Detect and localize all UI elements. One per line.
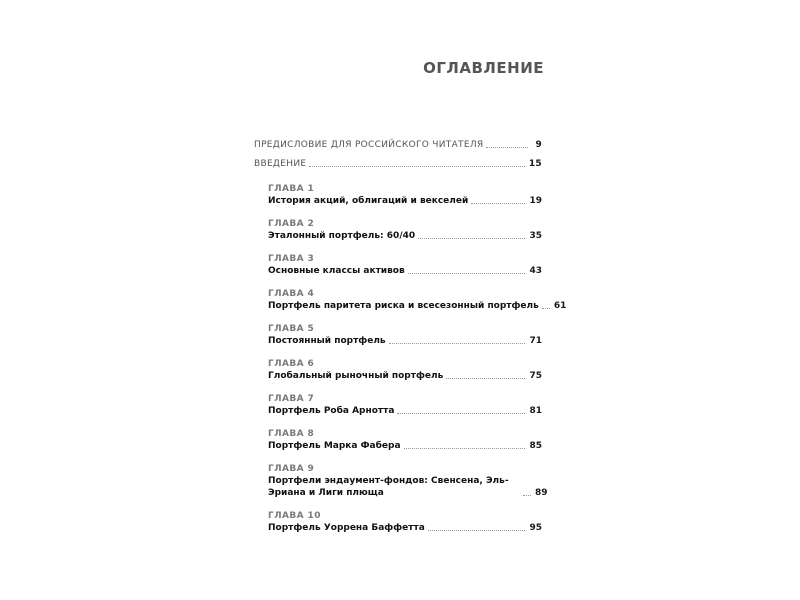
- chapter-page-number: 35: [529, 231, 542, 241]
- chapter-title: Основные классы активов: [268, 266, 405, 276]
- chapter-1: [268, 183, 542, 207]
- chapter-page-number: 61: [553, 301, 567, 311]
- chapter-label: ГЛАВА 9: [268, 464, 315, 474]
- chapter-page-number: 81: [529, 406, 542, 416]
- chapter-page-number: 71: [529, 336, 542, 346]
- chapter-6: [268, 358, 542, 382]
- chapter-10: [268, 510, 542, 534]
- chapter-title: Эталонный портфель: 60/40: [268, 231, 416, 241]
- dot-leader: [408, 273, 526, 274]
- chapter-page-number: 75: [529, 371, 542, 381]
- chapter-entry: [268, 230, 542, 242]
- chapter-label: ГЛАВА 4: [268, 289, 315, 299]
- chapter-label: ГЛАВА 6: [268, 359, 315, 369]
- chapter-page-number: 43: [529, 266, 542, 276]
- chapter-label: ГЛАВА 3: [268, 254, 315, 264]
- chapter-page-number: 95: [529, 523, 542, 533]
- dot-leader: [542, 308, 550, 309]
- chapter-entry: [268, 475, 548, 499]
- dot-leader: [418, 238, 525, 239]
- chapter-label: ГЛАВА 10: [268, 511, 321, 521]
- chapter-7: [268, 393, 542, 417]
- dot-leader: [523, 495, 531, 496]
- chapter-2: [268, 218, 542, 242]
- chapter-page-number: 85: [529, 441, 542, 451]
- dot-leader: [471, 203, 525, 204]
- chapter-page-number: 89: [535, 488, 548, 498]
- toc-entry-text: ВВЕДЕНИЕ: [254, 159, 307, 169]
- chapter-5: [268, 323, 542, 347]
- chapter-title: История акций, облигаций и векселей: [268, 196, 469, 206]
- chapter-entry: [268, 195, 542, 207]
- chapter-title: Портфель паритета риска и всесезонный портфель: [268, 301, 539, 311]
- chapter-title: Портфель Марка Фабера: [268, 441, 401, 451]
- chapter-label: ГЛАВА 1: [268, 184, 315, 194]
- toc-page-number: 15: [528, 159, 542, 169]
- chapter-entry: [268, 265, 542, 277]
- dot-leader: [428, 530, 526, 531]
- chapter-entry: [268, 440, 542, 452]
- chapter-8: [268, 428, 542, 452]
- dot-leader: [389, 343, 526, 344]
- chapter-entry: [268, 522, 542, 534]
- chapter-9: [268, 463, 548, 499]
- chapter-label: ГЛАВА 7: [268, 394, 315, 404]
- toc-entry-introduction: [254, 158, 542, 170]
- toc-entry-text: ПРЕДИСЛОВИЕ ДЛЯ РОССИЙСКОГО ЧИТАТЕЛЯ: [254, 140, 484, 150]
- chapter-page-number: 19: [529, 196, 542, 206]
- chapter-label: ГЛАВА 8: [268, 429, 315, 439]
- toc-entry-preface: [254, 139, 542, 151]
- chapter-label: ГЛАВА 2: [268, 219, 315, 229]
- dot-leader: [397, 413, 525, 414]
- chapter-3: [268, 253, 542, 277]
- dot-leader: [486, 147, 528, 148]
- chapter-entry: [268, 300, 567, 312]
- chapter-entry: [268, 335, 542, 347]
- chapter-title: Портфель Роба Арнотта: [268, 406, 395, 416]
- dot-leader: [404, 448, 526, 449]
- chapter-title: Портфель Уоррена Баффетта: [268, 523, 425, 533]
- chapter-title: Постоянный портфель: [268, 336, 386, 346]
- chapter-entry: [268, 405, 542, 417]
- toc-page-number: 9: [535, 140, 542, 150]
- chapter-4: [268, 288, 567, 312]
- chapter-list: [268, 183, 567, 534]
- chapter-label: ГЛАВА 5: [268, 324, 315, 334]
- dot-leader: [446, 378, 525, 379]
- table-of-contents: [254, 139, 567, 545]
- chapter-title: Глобальный рыночный портфель: [268, 371, 444, 381]
- dot-leader: [309, 166, 525, 167]
- page-title: ОГЛАВЛЕНИЕ: [423, 59, 544, 77]
- chapter-title: Портфели эндаумент-фондов: Свенсена, Эль-Эриана и Лиги плюща: [268, 476, 509, 498]
- chapter-entry: [268, 370, 542, 382]
